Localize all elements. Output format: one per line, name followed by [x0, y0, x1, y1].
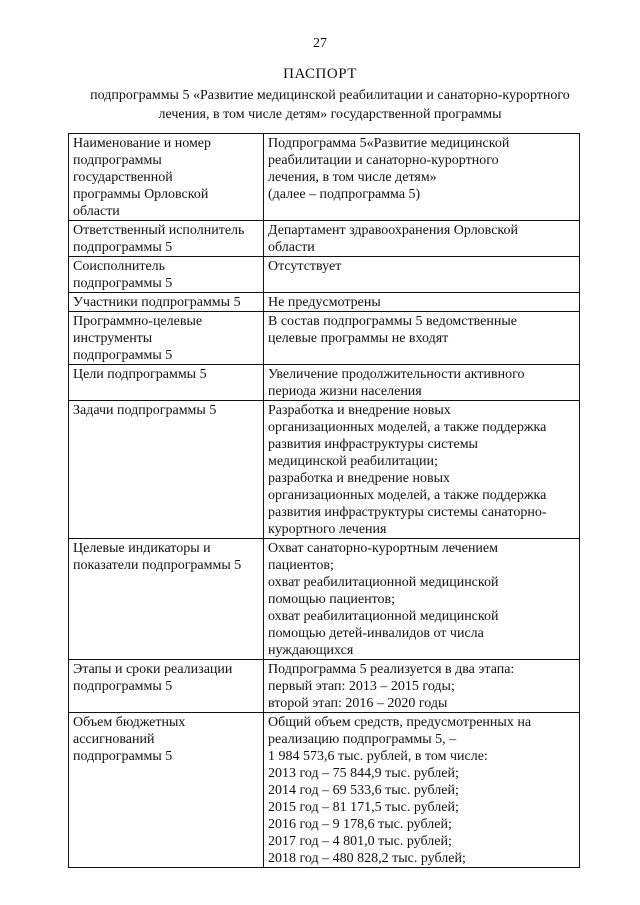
row-label-cell	[69, 365, 264, 401]
row-value-line: 2018 год – 480 828,2 тыс. рублей;	[268, 851, 466, 866]
row-value-line: (далее – подпрограмма 5)	[268, 187, 421, 202]
row-value-cell	[264, 293, 580, 312]
subtitle-line: подпрограммы 5 «Развитие медицинской реабилитации и санаторно-курортного	[90, 88, 570, 103]
row-label-cell	[69, 257, 264, 293]
row-label-line: Участники подпрограммы 5	[73, 295, 241, 310]
row-value-line: Охват санаторно-курортным лечением	[268, 541, 498, 556]
row-value-line: 2017 год – 4 801,0 тыс. рублей;	[268, 834, 452, 849]
row-label-line: Целевые индикаторы и	[73, 541, 211, 556]
row-label-line: Наименование и номер	[73, 136, 212, 151]
row-value-cell	[264, 134, 580, 221]
row-label-cell	[69, 539, 264, 660]
passport-row	[69, 713, 580, 868]
row-value-line: В состав подпрограммы 5 ведомственные	[268, 314, 517, 329]
row-label-line: подпрограммы 5	[73, 749, 173, 764]
row-label-line: Этапы и сроки реализации	[73, 662, 233, 677]
subtitle-line: лечения, в том числе детям» государственной программы	[158, 107, 502, 122]
document-title: ПАСПОРТ	[283, 66, 357, 82]
row-value-line: Разработка и внедрение новых	[268, 403, 451, 418]
row-value-line: организационных моделей, а также поддержка	[268, 488, 547, 503]
row-value-line: 1 984 573,6 тыс. рублей, в том числе:	[268, 749, 488, 764]
row-value-line: охват реабилитационной медицинской	[268, 609, 499, 624]
row-value-line: реализацию подпрограммы 5, –	[268, 732, 457, 747]
row-value-line: 2013 год – 75 844,9 тыс. рублей;	[268, 766, 459, 781]
row-value-line: развития инфраструктуры системы	[268, 437, 478, 452]
row-value-cell	[264, 312, 580, 365]
passport-row	[69, 365, 580, 401]
passport-table	[68, 133, 580, 868]
row-value-cell	[264, 539, 580, 660]
row-value-line: реабилитации и санаторно-курортного	[268, 153, 499, 168]
row-value-line: разработка и внедрение новых	[268, 471, 450, 486]
row-label-line: инструменты	[73, 331, 153, 346]
passport-row	[69, 257, 580, 293]
row-label-line: ассигнований	[73, 732, 155, 747]
row-label-line: области	[73, 204, 120, 219]
row-value-line: нуждающихся	[268, 643, 354, 658]
passport-row	[69, 539, 580, 660]
row-label-line: Соисполнитель	[73, 259, 166, 274]
row-label-line: Объем бюджетных	[73, 715, 186, 730]
row-value-line: периода жизни населения	[268, 384, 422, 399]
row-label-line: подпрограммы 5	[73, 348, 173, 363]
row-value-cell	[264, 257, 580, 293]
row-label-cell	[69, 660, 264, 713]
row-label-line: подпрограммы	[73, 153, 162, 168]
passport-row	[69, 660, 580, 713]
row-value-line: Подпрограмма 5«Развитие медицинской	[268, 136, 510, 151]
row-value-line: Не предусмотрены	[268, 295, 381, 310]
row-value-line: 2015 год – 81 171,5 тыс. рублей;	[268, 800, 459, 815]
row-label-line: Задачи подпрограммы 5	[73, 403, 217, 418]
row-label-line: показатели подпрограммы 5	[73, 558, 242, 573]
row-label-line: подпрограммы 5	[73, 240, 173, 255]
row-label-line: подпрограммы 5	[73, 276, 173, 291]
row-value-line: охват реабилитационной медицинской	[268, 575, 499, 590]
row-label-line: Программно-целевые	[73, 314, 203, 329]
row-value-line: помощью детей-инвалидов от числа	[268, 626, 484, 641]
row-value-cell	[264, 221, 580, 257]
row-label-line: программы Орловской	[73, 187, 209, 202]
row-label-line: Ответственный исполнитель	[73, 223, 245, 238]
passport-row	[69, 293, 580, 312]
row-value-line: развития инфраструктуры системы санаторно-	[268, 505, 547, 520]
row-label-cell	[69, 312, 264, 365]
row-label-cell	[69, 221, 264, 257]
row-value-line: курортного лечения	[268, 522, 387, 537]
row-label-cell	[69, 401, 264, 539]
passport-row	[69, 221, 580, 257]
passport-table-body	[69, 134, 580, 868]
row-label-line: подпрограммы 5	[73, 679, 173, 694]
row-label-cell	[69, 713, 264, 868]
row-label-cell	[69, 134, 264, 221]
passport-row	[69, 134, 580, 221]
row-value-line: второй этап: 2016 – 2020 годы	[268, 696, 448, 711]
row-label-line: Цели подпрограммы 5	[73, 367, 207, 382]
row-value-cell	[264, 713, 580, 868]
row-value-line: первый этап: 2013 – 2015 годы;	[268, 679, 455, 694]
row-value-cell	[264, 660, 580, 713]
row-label-line: государственной	[73, 170, 173, 185]
row-value-line: Увеличение продолжительности активного	[268, 367, 525, 382]
row-value-line: области	[268, 240, 315, 255]
document-subtitle	[60, 86, 600, 124]
passport-row	[69, 312, 580, 365]
row-value-line: медицинской реабилитации;	[268, 454, 438, 469]
row-value-line: целевые программы не входят	[268, 331, 449, 346]
row-value-line: помощью пациентов;	[268, 592, 396, 607]
row-value-line: 2016 год – 9 178,6 тыс. рублей;	[268, 817, 452, 832]
page-number: 27	[313, 36, 327, 51]
passport-row	[69, 401, 580, 539]
row-value-line: пациентов;	[268, 558, 334, 573]
row-value-line: Департамент здравоохранения Орловской	[268, 223, 519, 238]
row-value-line: Общий объем средств, предусмотренных на	[268, 715, 532, 730]
row-value-cell	[264, 401, 580, 539]
row-value-line: Отсутствует	[268, 259, 342, 274]
row-value-line: 2014 год – 69 533,6 тыс. рублей;	[268, 783, 459, 798]
row-value-line: лечения, в том числе детям»	[268, 170, 437, 185]
row-value-line: Подпрограмма 5 реализуется в два этапа:	[268, 662, 515, 677]
row-value-cell	[264, 365, 580, 401]
row-value-line: организационных моделей, а также поддержка	[268, 420, 547, 435]
row-label-cell	[69, 293, 264, 312]
